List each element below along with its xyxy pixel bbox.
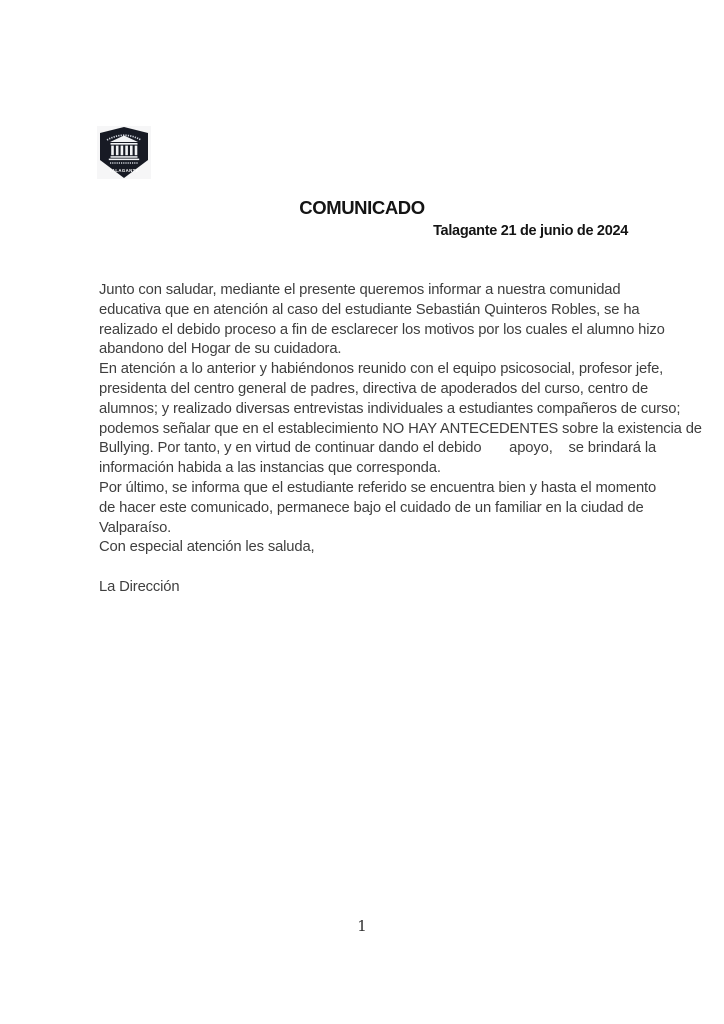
- letter-body: [99, 281, 703, 598]
- body-line: Junto con saludar, mediante el presente queremos informar a nuestra comunidad: [99, 282, 621, 298]
- body-line: En atención a lo anterior y habiéndonos reunido con el equipo psicosocial, profesor jefe,: [99, 361, 664, 378]
- crest-caption: TALAGANTE: [109, 167, 139, 173]
- body-line: Con especial atención les saluda,: [99, 539, 315, 556]
- body-line: podemos señalar que en el establecimiento NO HAY ANTECEDENTES sobre la existencia de: [99, 420, 702, 437]
- body-line: abandono del Hogar de su cuidadora.: [99, 341, 342, 358]
- body-line: educativa que en atención al caso del estudiante Sebastián Quinteros Robles, se ha: [99, 301, 640, 318]
- school-crest-logo: [97, 126, 151, 179]
- signature-line: La Dirección: [99, 578, 180, 595]
- body-line: de hacer este comunicado, permanece bajo el cuidado de un familiar en la ciudad de: [99, 499, 644, 516]
- body-line: información habida a las instancias que corresponda.: [99, 460, 441, 477]
- body-line: Por último, se informa que el estudiante referido se encuentra bien y hasta el momento: [99, 479, 657, 496]
- body-line-blank: [99, 558, 703, 578]
- body-line: Bullying. Por tanto, y en virtud de continuar dando el debido apoyo, se brindará la: [99, 440, 657, 457]
- body-line: realizado el debido proceso a fin de esclarecer los motivos por los cuales el alumno hizo: [99, 321, 665, 338]
- body-line: presidenta del centro general de padres, directiva de apoderados del curso, centro de: [99, 380, 649, 397]
- body-line: alumnos; y realizado diversas entrevistas individuales a estudiantes compañeros de curso;: [99, 400, 681, 417]
- body-line: Valparaíso.: [99, 519, 172, 536]
- date-line: Talagante 21 de junio de 2024: [433, 223, 628, 239]
- page-number: 1: [357, 917, 367, 935]
- page-title: COMUNICADO: [299, 197, 425, 218]
